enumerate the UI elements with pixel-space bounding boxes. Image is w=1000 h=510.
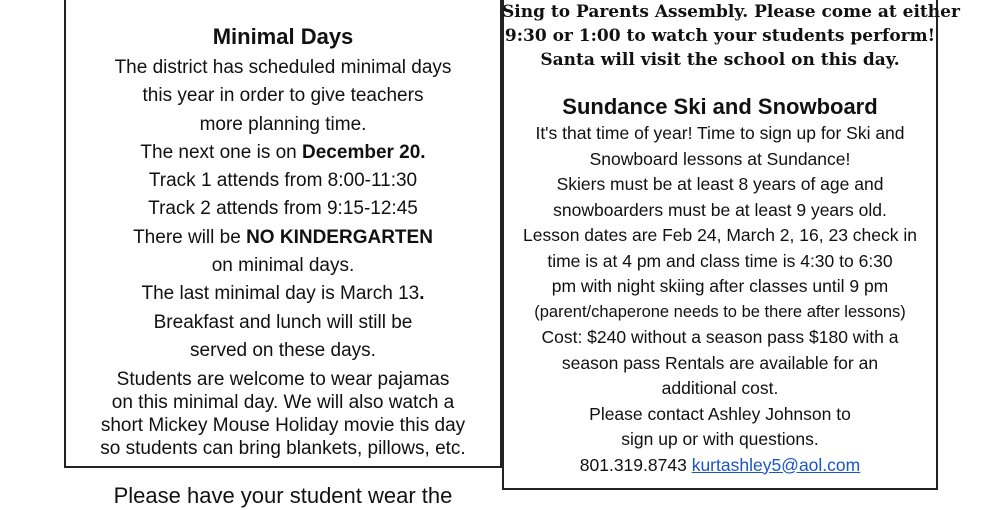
sundance-line: pm with night skiing after classes until 9 pm bbox=[551, 276, 889, 296]
sundance-line: Skiers must be at least 8 years of age and bbox=[556, 174, 884, 194]
intro-line: this year in order to give teachers bbox=[142, 85, 424, 107]
minimal-days-section bbox=[64, 0, 502, 460]
next-minimal-day bbox=[64, 139, 502, 167]
track-2-times: Track 2 attends from 9:15-12:45 bbox=[148, 198, 418, 220]
no-kindergarten: NO KINDERGARTEN bbox=[246, 226, 433, 248]
intro-line: more planning time. bbox=[199, 113, 367, 135]
sundance-line: time is at 4 pm and class time is 4:30 to 6:30 bbox=[547, 250, 893, 271]
assembly-line: 9:30 or 1:00 to watch your students perform! bbox=[504, 26, 936, 46]
sundance-line: Lesson dates are Feb 24, March 2, 16, 23 check in bbox=[523, 225, 917, 245]
meal-line: Breakfast and lunch will still be bbox=[153, 311, 413, 333]
sundance-heading: Sundance Ski and Snowboard bbox=[562, 94, 878, 119]
sundance-section bbox=[502, 0, 960, 478]
assembly-line: Santa will visit the school on this day. bbox=[540, 50, 900, 70]
kindergarten-suffix: on minimal days. bbox=[211, 255, 355, 277]
track-1-times: Track 1 attends from 8:00-11:30 bbox=[148, 170, 418, 192]
meal-line: served on these days. bbox=[190, 339, 376, 361]
cost-line: Cost: $240 without a season pass $180 with a bbox=[541, 327, 899, 347]
last-dot: . bbox=[419, 283, 425, 305]
contact-line: sign up or with questions. bbox=[621, 429, 819, 449]
contact-line: Please contact Ashley Johnson to bbox=[589, 403, 851, 424]
sundance-line: snowboarders must be at least 9 years old. bbox=[553, 199, 887, 220]
minimal-days-heading: Minimal Days bbox=[212, 24, 354, 49]
cut-off-text: Please have your student wear the bbox=[113, 483, 453, 508]
next-prefix: The next one is on bbox=[140, 141, 303, 163]
pajama-line: on this minimal day. We will also watch a bbox=[111, 392, 455, 414]
pajama-line: short Mickey Mouse Holiday movie this day bbox=[100, 415, 466, 437]
kinder-prefix: There will be bbox=[133, 226, 247, 248]
intro-line: The district has scheduled minimal days bbox=[114, 57, 452, 78]
pajama-line: so students can bring blankets, pillows, etc. bbox=[100, 438, 466, 460]
contact-info bbox=[502, 453, 938, 479]
phone-number: 801.319.8743 bbox=[579, 454, 692, 475]
pajama-line: Students are welcome to wear pajamas bbox=[116, 369, 450, 391]
cost-line: season pass Rentals are available for an bbox=[561, 352, 879, 373]
cost-line: additional cost. bbox=[661, 378, 779, 398]
sundance-line: It's that time of year! Time to sign up for Ski and bbox=[535, 123, 905, 143]
assembly-line: Sing to Parents Assembly. Please come at either bbox=[502, 2, 960, 22]
parent-note: (parent/chaperone needs to be there after lessons) bbox=[534, 302, 906, 321]
last-prefix: The last minimal day is March 13 bbox=[141, 283, 420, 305]
next-date: December 20. bbox=[302, 141, 426, 163]
kindergarten-note bbox=[64, 224, 502, 252]
last-minimal-day bbox=[64, 280, 502, 308]
sundance-line: Snowboard lessons at Sundance! bbox=[589, 148, 851, 169]
email-link[interactable]: kurtashley5@aol.com bbox=[691, 454, 861, 475]
